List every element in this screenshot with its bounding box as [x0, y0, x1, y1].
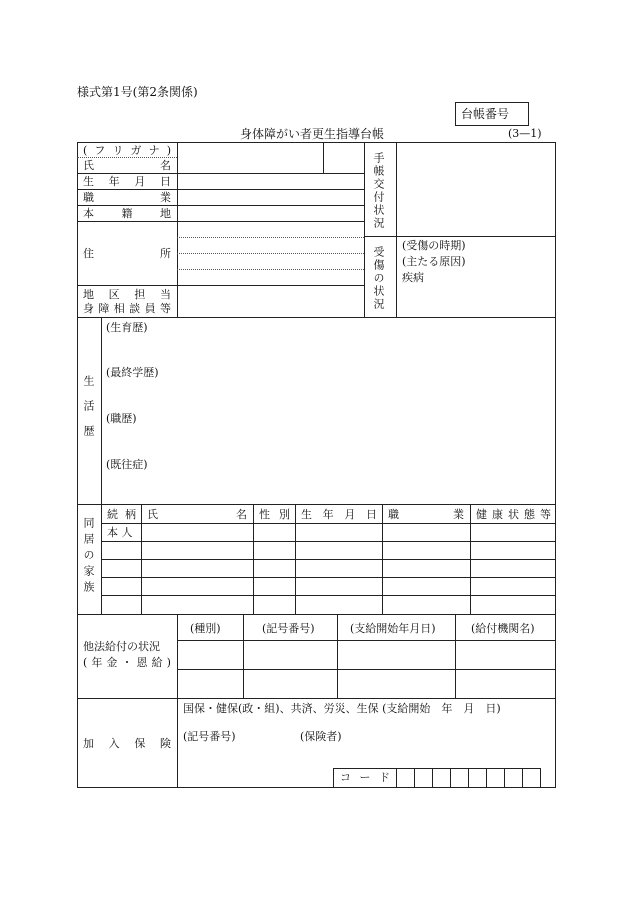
label-family: 同居の家族	[82, 517, 95, 597]
label-injury-status: 受傷の状況	[372, 246, 385, 311]
col-birthdate: 生 年 月 日	[301, 508, 377, 521]
furigana-field[interactable]	[178, 143, 323, 157]
family-table-field[interactable]	[142, 524, 555, 614]
ledger-number-box	[455, 102, 529, 126]
col-relation: 続 柄	[107, 508, 136, 521]
ledger-number-label: 台帳番号	[461, 107, 510, 121]
benefits-table-field[interactable]	[178, 641, 555, 698]
label-code: コ ー ド	[340, 771, 390, 784]
insurance-types: 国保・健保(政・組)、共済、労災、生保 (支給開始 年 月 日)	[183, 702, 501, 715]
page-title: 身体障がい者更生指導台帳	[240, 127, 385, 141]
label-district-officer-1: 地 区 担 当	[83, 288, 171, 301]
label-injury-cause: (主たる原因)	[402, 255, 466, 268]
page-code: (3—1)	[508, 127, 542, 140]
occupation-field[interactable]	[178, 190, 364, 205]
col-benefit-start: (支給開始年月日)	[350, 622, 436, 635]
label-benefits-2: ( 年 金 ・ 恩 給 )	[83, 656, 171, 669]
label-domicile: 本 籍 地	[83, 207, 171, 220]
insurance-number-field[interactable]	[178, 716, 555, 766]
birthdate-field[interactable]	[178, 174, 364, 189]
label-injury-time: (受傷の時期)	[402, 239, 466, 252]
label-occupation: 職 業	[83, 191, 171, 204]
label-medical: (既往症)	[106, 458, 148, 471]
cell-self: 本 人	[107, 526, 133, 539]
handbook-status-field[interactable]	[397, 143, 555, 236]
label-education: (最終学歴)	[106, 366, 159, 379]
label-handbook-status: 手帳交付状況	[372, 152, 385, 230]
col-name: 氏 名	[147, 508, 247, 521]
label-furigana: ( フ リ ガ ナ )	[83, 144, 171, 157]
label-upbringing: (生育歴)	[106, 321, 148, 334]
life-history-field[interactable]	[102, 318, 555, 504]
label-life-history: 生活歴	[82, 375, 95, 450]
label-address: 住 所	[83, 247, 171, 260]
domicile-field[interactable]	[178, 206, 364, 221]
label-name: 氏 名	[83, 159, 171, 172]
name-field[interactable]	[178, 158, 323, 173]
code-input-boxes[interactable]	[397, 769, 539, 787]
col-occupation: 職 業	[388, 508, 464, 521]
district-officer-field[interactable]	[178, 286, 364, 317]
label-insurance-number: (記号番号)	[183, 730, 236, 743]
col-benefit-agency: (給付機関名)	[471, 622, 535, 635]
col-benefit-type: (種別)	[190, 622, 221, 635]
col-health: 健 康 状 態 等	[476, 508, 551, 521]
label-disease: 疾病	[402, 271, 424, 284]
label-district-officer-2: 身 障 相 談 員 等	[83, 302, 171, 315]
label-birthdate: 生 年 月 日	[83, 175, 171, 188]
label-work: (職歴)	[106, 412, 137, 425]
col-sex: 性 別	[259, 508, 290, 521]
label-insurer: (保険者)	[300, 730, 342, 743]
form-label: 様式第1号(第2条関係)	[77, 85, 198, 99]
injury-status-field[interactable]	[397, 237, 555, 317]
label-benefits-1: 他法給付の状況	[83, 640, 160, 653]
address-field[interactable]	[178, 222, 364, 285]
label-insurance: 加 入 保 険	[83, 737, 171, 750]
col-benefit-number: (記号番号)	[262, 622, 315, 635]
